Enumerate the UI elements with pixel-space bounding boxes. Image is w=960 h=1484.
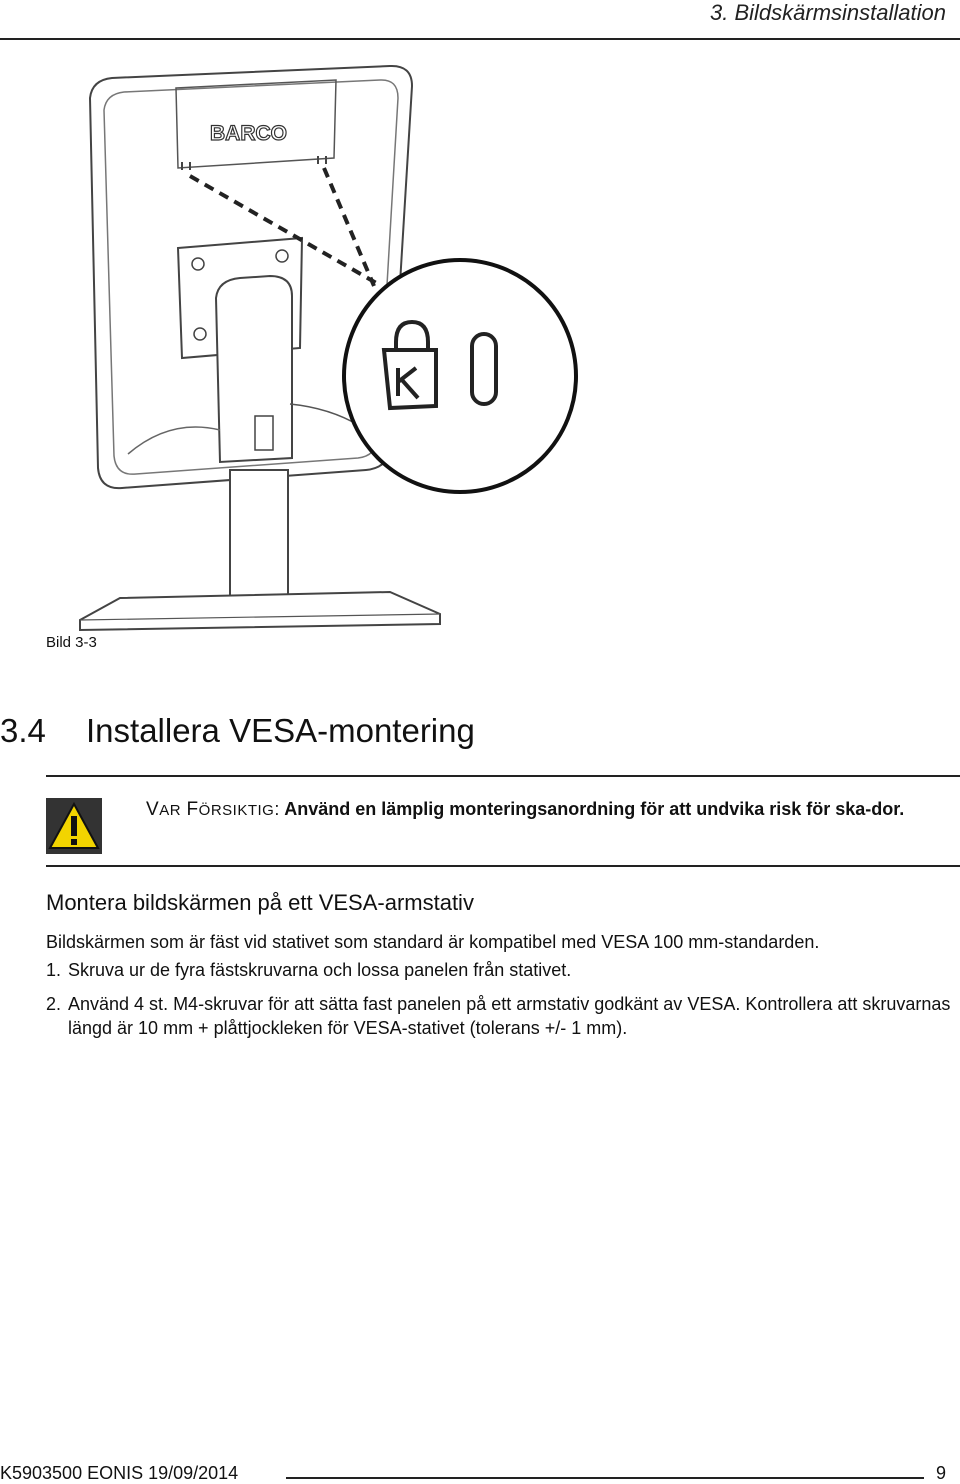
section-heading bbox=[0, 712, 475, 750]
step-number: 2. bbox=[46, 994, 62, 1014]
procedure-step bbox=[46, 992, 960, 1040]
chapter-title: 3. Bildskärmsinstallation bbox=[710, 0, 946, 25]
caution-text: Använd en lämplig monteringsanordning för att undvika risk för ska-dor. bbox=[284, 799, 905, 819]
section-title: Installera VESA-montering bbox=[86, 712, 475, 749]
lock-slot-icon bbox=[472, 334, 496, 404]
footer-doc-info: K5903500 EONIS 19/09/2014 bbox=[0, 1463, 239, 1483]
caution-top-divider bbox=[46, 775, 960, 777]
barco-logo bbox=[210, 122, 287, 145]
footer-divider bbox=[286, 1477, 924, 1479]
monitor-illustration bbox=[60, 58, 620, 638]
page-number: 9 bbox=[935, 1463, 946, 1483]
svg-text:BARCO: BARCO bbox=[210, 122, 287, 145]
procedure-intro: Bildskärmen som är fäst vid stativet som standard är kompatibel med VESA 100 mm-standarden. bbox=[46, 932, 820, 952]
header-divider bbox=[0, 38, 960, 40]
step-number: 1. bbox=[46, 960, 62, 980]
step-text: Använd 4 st. M4-skruvar för att sätta fast panelen på ett armstativ godkänt av VESA. Kontrollera att skruvarnas längd är 10 mm + plåttjockleken för VESA-stativet (tolerans +/- 1 mm). bbox=[68, 994, 951, 1038]
caution-message bbox=[146, 797, 946, 823]
figure-caption: Bild 3-3 bbox=[46, 634, 97, 651]
caution-label: VAR FÖRSIKTIG: bbox=[146, 799, 280, 820]
warning-triangle-icon bbox=[46, 798, 102, 854]
procedure-heading: Montera bildskärmen på ett VESA-armstativ bbox=[46, 890, 474, 915]
caution-bottom-divider bbox=[46, 865, 960, 867]
step-text: Skruva ur de fyra fästskruvarna och lossa panelen från stativet. bbox=[68, 960, 572, 980]
procedure-step bbox=[46, 958, 960, 982]
section-number: 3.4 bbox=[0, 712, 46, 749]
